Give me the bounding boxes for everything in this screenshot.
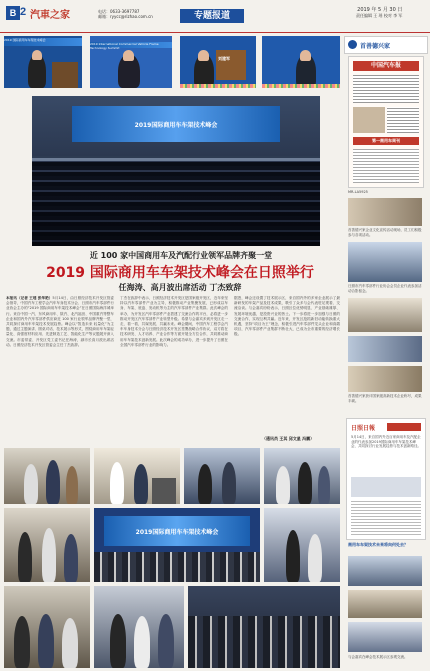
contact-info [98,9,153,19]
sidebar-photo-1 [348,198,422,226]
masthead-logo: 汽車之家 [30,10,70,21]
display-visit-photo [94,586,184,668]
news-text: 5月14日，来自国内外近百家商用车及汽配企业的代表参加2019国际商用车车架技术峰会，共同探讨行业发展趋势与技术创新路径。 [351,435,421,448]
speaker-head [123,50,134,61]
visitor-figure [308,534,322,582]
photo-banner: 2019 国际商用车车架技术峰会 [4,38,82,46]
visitor-figure [18,532,32,582]
flower-arrangement [180,84,256,88]
speaker-head [300,50,311,61]
news-photo [351,477,421,497]
article-kicker: 近 100 家中国商用车及汽配行业领军品牌齐聚一堂 [89,251,273,260]
visitor-figure [298,462,312,504]
article-byline: 本报讯（记者 王瑶 张华艳） [6,296,53,300]
article-text-3: 据悉，峰会还设置了技术展示区，来自国内外的多家企业展示了最新研发的车架产品及技术成果，吸引了众多与会代表驻足观看、交流洽谈。与会嘉宾纷纷表示，日照区位优势明显、产业基础雄厚、发展环境优越，是投资兴业的热土。下一步将进一步加强与日照的交流合作，实现互利共赢。近年来，开发区抢抓新旧动能转换重大机遇，坚持“项目为王”理念，积极引进汽车零部件龙头企业和高端项目，汽车零部件产业集群不断壮大，已成为全市重要的经济增长极。 [234,296,340,337]
visitor-figure [222,462,236,504]
newspaper-photo [353,107,385,133]
article-column-3 [234,296,340,436]
sidebar-date-label: MR-LA5925 [348,190,368,194]
sidebar-photo-4 [348,336,422,362]
workshop-photo-1 [4,448,90,504]
tech-talk-photo [4,508,90,582]
speaker-head [198,50,209,61]
sidebar-photo-2 [348,242,422,282]
article-headline: 2019 国际商用车车架技术峰会在日照举行 [46,265,314,281]
photo-banner: 2019 International Commercial Vehicle Frame Technology Summit [90,42,172,48]
flower-arrangement [262,84,340,88]
news-body-lines [351,501,421,535]
stage-screen [72,106,280,142]
visitor-figure [134,464,148,504]
newspaper-masthead: 中国汽车报 [353,61,419,71]
audience-photo [188,586,340,668]
page-letter-badge: B [6,6,20,20]
stage-screen [104,516,250,546]
sidebar-photo-8 [348,622,422,652]
section-title: 专题报道 [180,9,244,23]
page-number: 2 [20,6,27,18]
speaker-head [32,50,42,60]
article-column-2 [120,296,228,442]
visitor-figure [64,534,78,582]
stage-banner-text: 2019国际商用车车架技术峰会 [135,529,219,536]
audience-seats [32,158,320,246]
newspaper-section-tab: 第一商用车周刊 [353,137,419,145]
sidebar-caption-3: 首善德兴家获评国家级高新技术企业称号，成果丰硕。 [348,394,422,403]
visitor-figure [318,466,330,504]
visitor-figure [62,618,78,668]
sidebar-caption-2: 日照市汽车零部件行业协会会员企业代表参加活动合影留念。 [348,284,422,293]
sidebar-photo-5 [348,366,422,392]
newspaper-text [353,75,419,103]
visitor-figure [66,466,78,504]
sidebar-photo-3 [348,298,422,332]
sidebar-news-card [346,418,426,540]
speaker-photo-3 [180,36,256,88]
sidebar-brand-box [344,36,428,54]
news-logo: 日照日報 [351,425,376,432]
date-block [356,8,402,18]
sidebar-caption-1: 首善德兴家企业文化宣传活动现场，员工们积极参与各项活动。 [348,228,422,237]
stage-guests [94,552,260,582]
machine [152,478,176,504]
speaker-photo-4 [262,36,340,88]
worker-figure [110,462,124,504]
visitor-figure [286,530,300,582]
visitor-figure [110,614,126,668]
summit-stage-photo [94,508,260,582]
editor-credits: 责任编辑 王 瑶 校对 李 军 [356,13,403,18]
sidebar-question: 商用车车架技术未来将向何处去？ [348,542,408,547]
name-plate: 刘建军 [218,56,230,61]
article-text-2: 丁杰在致辞中表示，日照经济技术开发区是国家级开发区，近年来坚持以汽车零部件产业为主导，积极推动产业集聚发展，已形成以车身、车架、底盘、发动机等为主的汽车零部件产业集群。此次峰会的举办，为开发区汽车零部件产业搭建了交流合作的平台，必将进一步推动开发区汽车零部件产业转型升级。希望与会嘉宾多到开发区走一走、看一看，共谋发展、共赢未来。峰会期间，中国汽车工程学会汽车车身技术分会与日照经济技术开发区签署战略合作协议，双方将在技术研发、人才培养、产业合作等方面开展全方位合作，共同推动商用车车架技术创新发展。此次峰会的成功举办，进一步提升了日照在全国汽车零部件行业的影响力。 [120,296,228,347]
exhibition-photo-1 [184,448,260,504]
podium [216,50,246,80]
photo-credit: （通讯员 王其 邱文星 冯鹏） [262,436,315,441]
visitor-figure [276,466,290,504]
sidebar-photo-6 [348,556,422,586]
audience-seats [188,616,340,668]
newspaper-text [353,149,419,183]
stage-banner-text: 2019国际商用车车架技术峰会 [134,122,218,129]
article-subline: 任海涛、高月波出席活动 丁杰致辞 [118,283,242,292]
exhibition-photo-2 [264,448,340,504]
visitor-figure [42,528,56,582]
visitor-figure [198,464,212,504]
sidebar-photo-7 [348,590,422,618]
sidebar-footer-caption: 与会嘉宾在峰会技术展示区参观交流。 [348,655,408,659]
visitor-figure [24,464,38,504]
visitor-figure [134,616,150,668]
contact-email: 邮箱：ryycc@rizhao.com.cn [98,14,153,19]
contact-phone: 电话：0633-3697787 [98,9,140,14]
speaker-photo-1 [4,36,82,88]
brand-icon [348,40,357,49]
podium [52,62,78,88]
article-column-1 [6,296,114,442]
group-discussion-photo [4,586,90,668]
visitor-figure [38,614,54,668]
conference-hall-photo [32,96,320,246]
newspaper-front-page [348,56,424,188]
seminar-photo [264,508,340,582]
visitor-figure [158,614,174,668]
newspaper-text [387,107,419,133]
visitor-figure [14,616,30,668]
article-text-1: 5月14日，由日照经济技术开发区管委会指导，中国汽车工程学会汽车车身技术分会、日照市汽车零部件行业协会主办的“2019 国际商用车车架技术峰会”在日照国际海洋城举行。来自中国一汽、东风商用车、陕汽、北汽福田、中国重汽等整车企业和国内外汽车零部件供应商近 100 家行业领军品牌齐聚一堂，共同探讨商用车车架技术发展趋势。峰会以“智造未来 轻量化”为主题，通过主题演讲、圆桌对话、技术展示等形式，围绕商用车车架轻量化、高强度材料应用、先进制造工艺、智能化生产等议题展开深入交流。市委常委、开发区党工委书记任海涛，副市长高月波出席活动。日照经济技术开发区管委会主任丁杰致辞。 [6,296,114,347]
news-logo-bar [387,423,421,431]
issue-date: 2019 年 5 月 30 日 [357,7,403,13]
visitor-figure [46,460,60,504]
front-row [32,158,320,161]
workshop-photo-2 [94,448,180,504]
sidebar-brand: 首善德兴家 [360,43,391,50]
speaker-photo-2 [90,36,172,88]
